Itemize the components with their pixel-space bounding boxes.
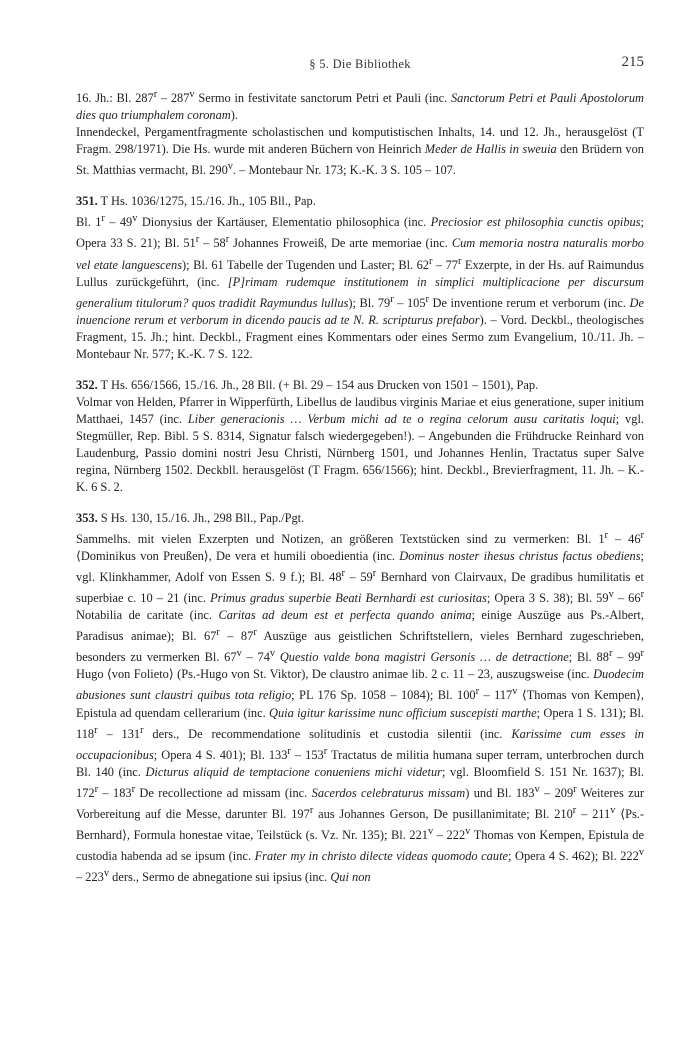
folio-side-mark: r: [131, 783, 136, 795]
text-run: Weiteres zur Vorbereitung auf die Messe, darunter Bl. 197: [76, 785, 645, 821]
folio-side-mark: r: [640, 589, 645, 600]
text-run: – 222: [433, 828, 466, 843]
text-run: ; vgl. Bloomfield S. 151 Nr. 1637); Bl. 172: [76, 764, 645, 800]
folio-side-mark: v: [465, 826, 471, 837]
page-content: [76, 54, 644, 886]
incipit-text: [P]rimam rudemque institutionem in simplici multiplicacione per discursum generalium titulorum? quos tradidit Raymundus lullus: [76, 274, 644, 310]
incipit-text: Meder de Hallis in sweuia: [424, 142, 557, 157]
folio-side-mark: r: [153, 89, 158, 100]
catalog-entry-351: [76, 193, 644, 363]
folio-side-mark: v: [608, 589, 614, 600]
entry-number: 352.: [76, 377, 98, 392]
text-run: Tractatus de militia humana super terram, unterbrochen durch Bl. 140 (inc.: [76, 747, 644, 779]
text-run: ).: [230, 108, 238, 123]
folio-side-mark: r: [640, 529, 644, 541]
text-run: ); Bl. 61 Tabelle der Tugenden und Laster; Bl. 62: [182, 257, 429, 272]
text-run: Auszüge aus geistlichen Schriftstellern, vieles Bernhard zugeschrieben, besonders zu vermerken Bl. 67: [76, 629, 645, 665]
text-run: – 74: [241, 650, 270, 665]
folio-side-mark: r: [225, 234, 230, 246]
text-run: ) und Bl. 183: [465, 785, 535, 800]
text-run: – 77: [432, 257, 458, 272]
folio-side-mark: v: [269, 648, 276, 660]
text-run: ). – Vord. Deckbl., theologisches Fragment, 15. Jh.; hint. Deckbl., Fragment eines Kommentars oder eines Sermo zum Evangelium, 10./11. Jh. – Montebaur Nr. 577; K.-K. 7 S. 122.: [76, 312, 644, 361]
text-run: Bl. 1: [76, 215, 102, 230]
text-run: – 87: [219, 629, 254, 644]
incipit-text: Cum memoria nostra naturalis morbo vel etate languescens: [76, 236, 645, 272]
text-run: – 59: [344, 570, 373, 584]
text-run: – 211: [576, 807, 611, 821]
text-run: ; Opera 4 S. 462); Bl. 222: [508, 849, 639, 864]
text-run: ; Bl. 88: [568, 650, 609, 665]
catalog-entry-353: [76, 510, 644, 887]
text-run: 16. Jh.: Bl. 287: [76, 91, 154, 106]
folio-side-mark: r: [94, 724, 98, 736]
folio-side-mark: v: [427, 826, 434, 837]
text-run: ); Bl. 79: [348, 295, 391, 310]
folio-side-mark: r: [341, 567, 345, 579]
folio-side-mark: r: [309, 804, 314, 816]
folio-side-mark: v: [534, 783, 540, 795]
folio-side-mark: r: [390, 293, 394, 305]
incipit-text: Qui non: [330, 870, 371, 885]
entry-number: 353.: [76, 510, 98, 525]
folio-side-mark: r: [475, 686, 480, 698]
folio-side-mark: v: [189, 89, 195, 100]
text-run: aus Johannes Gerson, De pusillanimitate; Bl. 210: [313, 807, 573, 821]
text-run: – 46: [607, 531, 641, 546]
text-run: ⟨Dominikus von Preußen⟩, De vera et humili oboedientia (inc.: [76, 548, 400, 563]
folio-side-mark: r: [323, 745, 328, 757]
text-run: ; Opera 33 S. 21); Bl. 51: [76, 215, 644, 251]
text-run: ders., Sermo de abnegatione sui ipsius (inc.: [109, 870, 331, 885]
folio-side-mark: r: [216, 627, 220, 639]
entry-shelfmark: S Hs. 130, 15./16. Jh., 298 Bll., Pap./Pgt.: [97, 510, 305, 525]
text-run: ⟨Ps.-Bernhard⟩, Formula honestae vitae, Teilstück (s. Vz. Nr. 135); Bl. 221: [76, 807, 645, 843]
intro-paragraph: [76, 86, 644, 124]
text-run: De inventione rerum et verborum (inc.: [428, 295, 630, 310]
text-run: Johannes Froweiß, De arte memoriae (inc.: [229, 236, 452, 251]
text-run: . – Montebaur Nr. 173; K.-K. 3 S. 105 – 107.: [232, 163, 456, 178]
incipit-text: Duodecim abusiones sunt claustri quibus tota religio: [76, 667, 644, 703]
entry-description: [76, 527, 644, 887]
text-run: ; vgl. Stegmüller, Rep. Bibl. 5 S. 8314, Signatur falsch wiedergegeben!). – Angebunden die Frühdrucke Reinhard von Laudenburg, Passio domini nostri Jesu Christi, Nürnberg 1501, und Johannes Henlin, Tractatus super Salve regina, Nürnberg 1502. Deckbll. herausgelöst (T Fragm. 656/1566); hint. Deckbl., Brevierfragment, 11. Jh. – K.-K. 6 S. 2.: [76, 411, 644, 494]
folio-side-mark: r: [640, 648, 644, 660]
text-run: – 117: [479, 688, 513, 703]
text-run: – 131: [97, 726, 141, 741]
folio-side-mark: v: [638, 847, 644, 859]
folio-side-mark: r: [287, 745, 291, 757]
page-number: 215: [621, 54, 644, 70]
text-run: ; Opera 4 S. 401); Bl. 133: [153, 747, 288, 762]
incipit-text: Quia igitur karissime nunc officium suscepisti marthe: [269, 705, 537, 720]
text-run: den Brüdern von St. Matthias vermacht, Bl. 290: [76, 142, 645, 178]
text-run: – 153: [290, 747, 324, 762]
text-run: – 66: [613, 591, 641, 606]
text-run: ; PL 176 Sp. 1058 – 1084); Bl. 100: [291, 688, 476, 703]
running-title: § 5. Die Bibliothek: [309, 57, 411, 71]
folio-side-mark: v: [132, 213, 138, 225]
text-run: De recollectione ad missam (inc.: [135, 785, 312, 800]
incipit-text: Sanctorum Petri et Pauli Apostolorum dies quo triumphalem coronam: [76, 91, 644, 123]
folio-side-mark: v: [512, 686, 518, 698]
text-run: Hugo ⟨von Folieto⟩ (Ps.-Hugo von St. Viktor), De claustro animae lib. 2 c. 11 – 23, auszugsweise (inc.: [76, 667, 594, 682]
incipit-text: Preciosior est philosophia cunctis opibus: [430, 215, 641, 230]
text-run: – 209: [539, 785, 574, 800]
catalog-entry-352: [76, 377, 644, 496]
text-run: Sermo in festivitate sanctorum Petri et Pauli (inc.: [194, 91, 451, 106]
folio-side-mark: r: [140, 724, 144, 736]
entry-shelfmark: T Hs. 656/1566, 15./16. Jh., 28 Bll. (+ Bl. 29 – 154 aus Drucken von 1501 – 1501), Pap.: [97, 377, 539, 392]
text-run: – 287: [157, 91, 190, 106]
folio-side-mark: r: [94, 783, 99, 795]
folio-side-mark: r: [572, 804, 577, 816]
incipit-text: Frater my in christo dilecte videas quomodo caute: [254, 849, 509, 864]
entry-shelfmark: T Hs. 1036/1275, 15./16. Jh., 105 Bll., Pap.: [97, 194, 316, 209]
text-run: – 99: [612, 650, 641, 665]
folio-side-mark: r: [101, 213, 105, 225]
running-head: [76, 54, 644, 76]
entry-heading: [76, 510, 644, 527]
folio-side-mark: v: [610, 804, 616, 816]
entry-description: [76, 210, 644, 363]
text-run: Sammelhs. mit vielen Exzerpten und Notizen, an größeren Textstücken sind zu vermerken: Bl. 1: [76, 531, 605, 546]
incipit-text: Primus gradus superbie Beati Bernhardi est curiositas: [210, 591, 487, 606]
text-run: Volmar von Helden, Pfarrer in Wipperfürth, Libellus de laudibus virginis Mariae et eius generatione, super initium Matthaei, 1457 (inc.: [76, 394, 644, 426]
folio-side-mark: r: [429, 255, 433, 267]
incipit-text: Dominus noster ihesus christus factus obediens: [399, 548, 641, 563]
entry-heading: [76, 377, 644, 394]
incipit-text: Caritas ad deum est et perfecta quando anima: [218, 608, 472, 623]
text-run: ; einige Auszüge aus Ps.-Albert, Paradisus animae); Bl. 67: [76, 608, 644, 644]
text-run: Innendeckel, Pergamentfragmente scholastischen und komputistischen Inhalts, 14. und 12. Jh., herausgelöst (T Fragm. 298/1971). Die Hs. wurde mit anderen Büchern von Heinrich: [76, 125, 644, 157]
folio-side-mark: r: [195, 234, 200, 246]
incipit-text: Liber generacionis … Verbum michi ad te o regina celorum ausu caritatis loqui: [187, 411, 616, 426]
entry-heading: [76, 193, 644, 210]
text-run: – 223: [76, 870, 104, 885]
text-run: – 105: [393, 295, 426, 310]
text-run: ; vgl. Klinkhammer, Adolf von Essen S. 9 f.); Bl. 48: [76, 548, 644, 584]
incipit-text: De inuencione rerum et verborum in dicendo paucis ad te N. R. scripturus prefabor: [76, 295, 644, 327]
entry-description: [76, 394, 644, 496]
folio-side-mark: v: [227, 161, 233, 173]
folio-side-mark: v: [236, 648, 242, 660]
text-run: Dionysius der Kartäuser, Elementatio philosophica (inc.: [137, 215, 431, 230]
text-run: ⟨Thomas von Kempen⟩, Epistula ad quendam cellerarium (inc.: [76, 688, 644, 720]
folio-side-mark: r: [604, 529, 608, 541]
text-run: Thomas von Kempen, Epistula de custodia habenda ad se ipsum (inc.: [76, 828, 644, 864]
text-run: – 58: [199, 236, 226, 251]
folio-side-mark: r: [372, 567, 377, 579]
text-run: ; Opera 3 S. 38); Bl. 59: [486, 591, 609, 606]
incipit-text: Sacerdos celebraturus missam: [311, 785, 466, 800]
text-run: Bernhard von Clairvaux, De gradibus humilitatis et superbiae c. 10 – 21 (inc.: [76, 570, 644, 606]
text-run: – 49: [104, 215, 133, 230]
entry-number: 351.: [76, 194, 98, 209]
text-run: – 183: [98, 785, 132, 800]
text-run: ; Opera 1 S. 131); Bl. 118: [76, 705, 645, 741]
folio-side-mark: r: [253, 627, 257, 639]
folio-side-mark: r: [573, 783, 577, 795]
folio-side-mark: r: [457, 255, 462, 267]
binding-paragraph: [76, 124, 644, 179]
text-run: Exzerpte, in der Hs. auf Raimundus Lullus zurückgeführt, (inc.: [76, 257, 644, 289]
incipit-text: Questio valde bona magistri Gersonis … de detractione: [279, 650, 569, 665]
folio-side-mark: r: [608, 648, 613, 660]
text-run: Notabilia de caritate (inc.: [76, 608, 219, 623]
text-run: ders., De recommendatione solitudinis et custodia silentii (inc.: [143, 726, 512, 741]
body-text: [76, 86, 644, 886]
incipit-text: Dicturus aliquid de temptacione conueniens michi videtur: [145, 764, 442, 779]
folio-side-mark: r: [425, 293, 429, 305]
folio-side-mark: v: [103, 868, 110, 880]
incipit-text: Karissime cum esses in occupacionibus: [76, 726, 644, 762]
